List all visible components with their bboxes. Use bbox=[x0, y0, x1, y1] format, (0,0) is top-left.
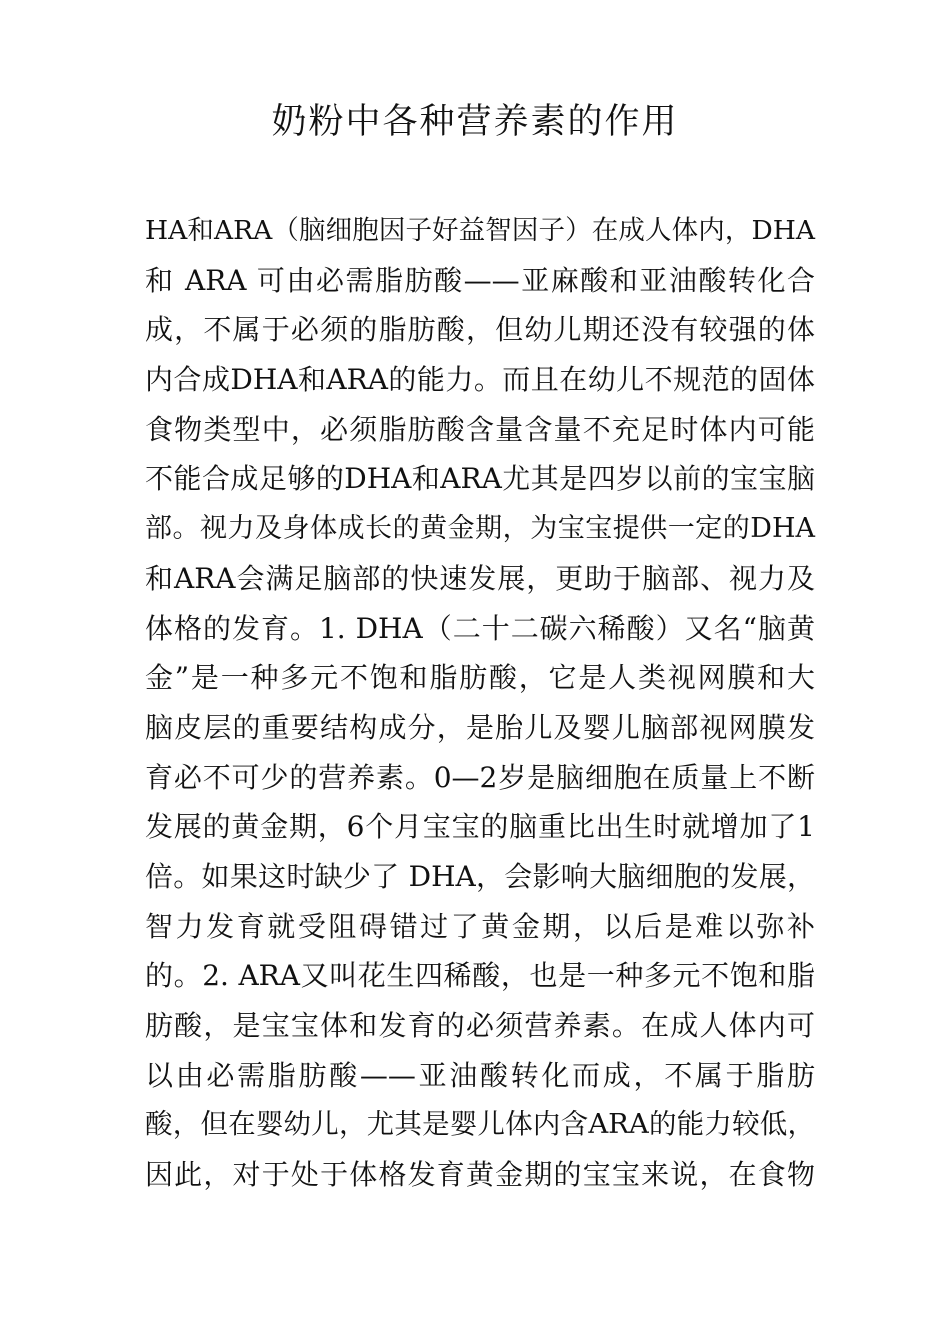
text-line: 肪酸，是宝宝体和发育的必须营养素。在成人体内可 bbox=[145, 1009, 815, 1042]
text-line: 和 ARA 可由必需脂肪酸——亚麻酸和亚油酸转化合 bbox=[145, 263, 815, 297]
text-line: 体格的发育。1. DHA（二十二碳六稀酸）又名“脑黄 bbox=[145, 611, 815, 645]
text-line: 育必不可少的营养素。0—2岁是脑细胞在质量上不断 bbox=[145, 760, 815, 794]
text-line: 因此，对于处于体格发育黄金期的宝宝来说，在食物 bbox=[145, 1158, 815, 1192]
text-line: 和ARA会满足脑部的快速发展，更助于脑部、视力及 bbox=[145, 561, 815, 595]
document-body bbox=[145, 206, 815, 1200]
text-line: 以由必需脂肪酸——亚油酸转化而成，不属于脂肪 bbox=[145, 1058, 815, 1092]
text-line: 脑皮层的重要结构成分，是胎儿及婴儿脑部视网膜发 bbox=[145, 710, 815, 744]
text-line: 内合成DHA和ARA的能力。而且在幼儿不规范的固体 bbox=[145, 363, 815, 397]
text-line: 发展的黄金期，6个月宝宝的脑重比出生时就增加了1 bbox=[145, 810, 815, 844]
text-line: 成，不属于必须的脂肪酸，但幼儿期还没有较强的体 bbox=[145, 313, 815, 347]
text-line: 酸，但在婴幼儿，尤其是婴儿体内含ARA的能力较低， bbox=[145, 1108, 815, 1141]
text-line: 食物类型中，必须脂肪酸含量含量不充足时体内可能 bbox=[145, 412, 815, 446]
text-line: 智力发育就受阻碍错过了黄金期，以后是难以弥补 bbox=[145, 909, 815, 943]
text-line: 部。视力及身体成长的黄金期，为宝宝提供一定的DHA bbox=[145, 513, 815, 545]
text-line: HA和ARA（脑细胞因子好益智因子）在成人体内，DHA bbox=[145, 215, 815, 246]
document-title: 奶粉中各种营养素的作用 bbox=[271, 102, 679, 142]
text-line: 金”是一种多元不饱和脂肪酸，它是人类视网膜和大 bbox=[145, 661, 815, 695]
text-line: 不能合成足够的DHA和ARA尤其是四岁以前的宝宝脑 bbox=[145, 462, 815, 496]
text-line: 的。2. ARA又叫花生四稀酸，也是一种多元不饱和脂 bbox=[145, 959, 815, 993]
text-line: 倍。如果这时缺少了 DHA，会影响大脑细胞的发展， bbox=[145, 859, 815, 893]
